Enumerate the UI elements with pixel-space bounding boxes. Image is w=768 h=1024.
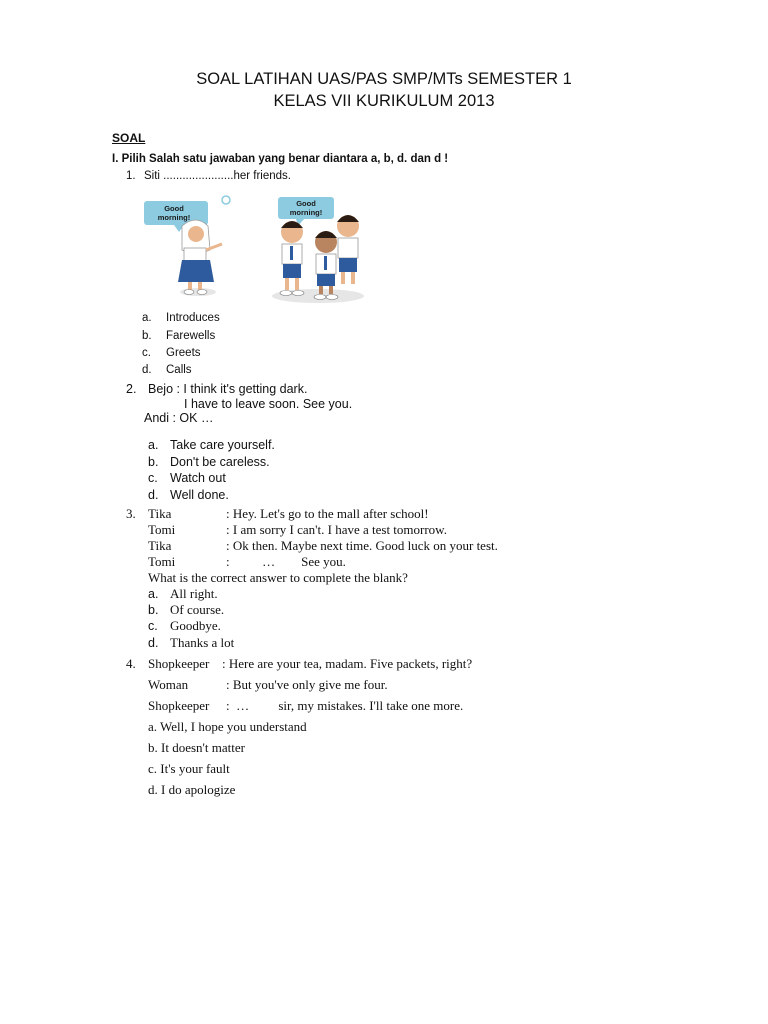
q4-speaker-3: Shopkeeper [148,698,210,713]
q3-option-c-text: Goodbye. [170,618,221,633]
bubble-right-line-2: morning! [289,208,323,217]
q2-option-d-text: Well done. [170,488,229,502]
q4-option-a: a. Well, I hope you understand [148,719,307,734]
q2-option-c-text: Watch out [170,471,226,485]
q2-line-1: Bejo : I think it's getting dark. [148,382,308,396]
q3-line-4: : … See you. [226,554,346,569]
q3-speaker-1: Tika [148,506,172,521]
q4-line-3: : … sir, my mistakes. I'll take one more. [226,698,464,713]
q1-number: 1. [126,170,136,182]
q3-option-a-text: All right. [170,586,218,601]
q2-option-b-text: Don't be careless. [170,455,270,469]
bubble-left-line-1: Good [164,204,184,213]
q3-option-a-letter: a. [148,587,159,601]
q3-line-2: : I am sorry I can't. I have a test tomorrow. [226,522,447,537]
q3-number: 3. [126,506,136,521]
q2-option-d-letter: d. [148,488,159,502]
q1-option-b-text: Farewells [166,330,216,342]
q2-option-a-text: Take care yourself. [170,438,275,452]
q3-speaker-2: Tomi [148,522,176,537]
q2-option-a-letter: a. [148,438,159,452]
speech-bubble-right [278,197,334,226]
q1-option-b-letter: b. [142,330,152,342]
q2-option-b-letter: b. [148,455,159,469]
q3-option-d-text: Thanks a lot [170,635,235,650]
q4-line-1: : Here are your tea, madam. Five packets, right? [222,656,473,671]
q4-option-b: b. It doesn't matter [148,740,245,755]
q3-speaker-4: Tomi [148,554,176,569]
q1-option-c-letter: c. [142,347,151,359]
q4-speaker-2: Woman [148,677,189,692]
page-title-line-1: SOAL LATIHAN UAS/PAS SMP/MTs SEMESTER 1 [196,70,572,88]
section-label: SOAL [112,131,146,145]
q3-option-c-letter: c. [148,619,158,633]
q4-number: 4. [126,656,136,671]
q3-option-b-text: Of course. [170,602,225,617]
q1-option-a-text: Introduces [166,312,220,324]
q1-text: Siti ......................her friends. [144,170,291,182]
greeting-illustration [138,192,378,310]
q4-speaker-1: Shopkeeper [148,656,210,671]
bubble-left-line-2: morning! [157,213,191,222]
q1-option-d-text: Calls [166,364,192,376]
q3-option-d-letter: d. [148,636,159,650]
q3-question: What is the correct answer to complete the blank? [148,570,408,585]
q4-line-2: : But you've only give me four. [226,677,388,692]
q3-option-b-letter: b. [148,603,159,617]
boys-group [272,215,364,303]
q2-line-3: Andi : OK … [144,411,214,425]
q3-speaker-3: Tika [148,538,172,553]
instruction: I. Pilih Salah satu jawaban yang benar diantara a, b, d. dan d ! [112,153,449,165]
q3-line-3: : Ok then. Maybe next time. Good luck on your test. [226,538,498,553]
q1-option-c-text: Greets [166,347,201,359]
q2-number: 2. [126,382,137,396]
q1-option-a-letter: a. [142,312,152,324]
q1-option-d-letter: d. [142,364,152,376]
q3-line-1: : Hey. Let's go to the mall after school! [226,506,429,521]
bubble-right-line-1: Good [296,199,316,208]
girl-figure [178,220,222,296]
q2-option-c-letter: c. [148,471,158,485]
q2-line-2: I have to leave soon. See you. [184,397,353,411]
q4-option-c: c. It's your fault [148,761,230,776]
page-title-line-2: KELAS VII KURIKULUM 2013 [273,92,495,110]
q4-option-d: d. I do apologize [148,782,236,797]
